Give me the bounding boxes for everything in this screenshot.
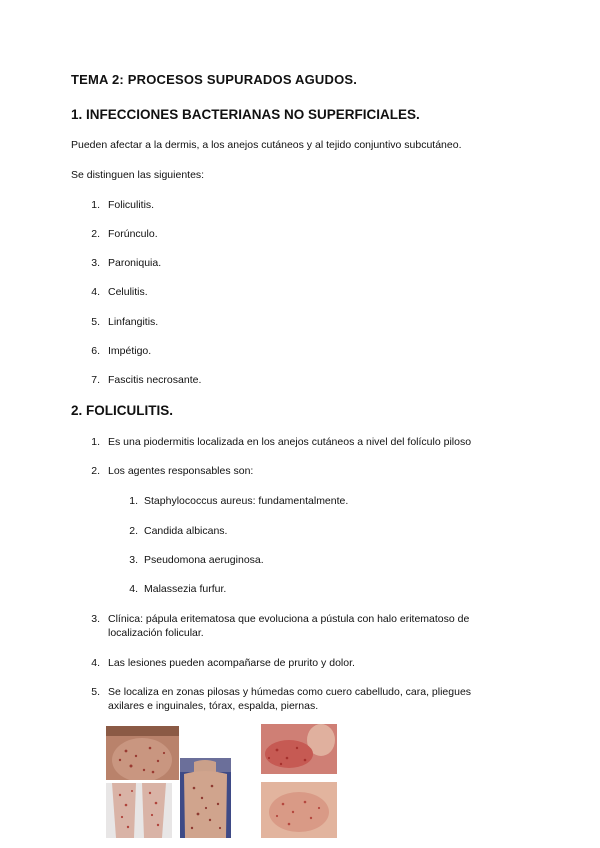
sub-list-item: 2. Candida albicans. xyxy=(129,525,228,537)
neck-folliculitis-photo xyxy=(261,724,337,774)
list-item: 5. Se localiza en zonas pilosas y húmedas como cuero cabelludo, cara, pliegues axilares e inguinales, tórax, espalda, piernas. xyxy=(91,686,472,712)
list-item: 4. Celulitis. xyxy=(91,286,148,298)
section-1-heading: 1. INFECCIONES BACTERIANAS NO SUPERFICIALES. xyxy=(71,107,420,122)
list-item: 4. Las lesiones pueden acompañarse de prurito y dolor. xyxy=(91,657,355,669)
list-item: 5. Linfangitis. xyxy=(91,316,159,328)
list-item: 2. Los agentes responsables son: xyxy=(91,465,254,477)
list-item: 1. Es una piodermitis localizada en los anejos cutáneos a nivel del folículo piloso xyxy=(91,436,472,448)
section-1-intro: Pueden afectar a la dermis, a los anejos cutáneos y al tejido conjuntivo subcutáneo. xyxy=(71,139,462,151)
list-item: 2. Forúnculo. xyxy=(91,228,158,240)
chest-folliculitis-photo xyxy=(106,726,179,780)
sub-list-item: 3. Pseudomona aeruginosa. xyxy=(129,554,264,566)
sub-list-item: 4. Malassezia furfur. xyxy=(129,583,227,595)
back-folliculitis-photo xyxy=(180,758,231,838)
legs-folliculitis-photo xyxy=(106,783,172,838)
list-item: 1. Foliculitis. xyxy=(91,199,155,211)
list-item: 3. Paroniquia. xyxy=(91,257,162,269)
list-item: 6. Impétigo. xyxy=(91,345,152,357)
list-item: 7. Fascitis necrosante. xyxy=(91,374,202,386)
list-item: 3. Clínica: pápula eritematosa que evoluciona a pústula con halo eritematoso de localización folicular. xyxy=(91,613,470,639)
document-title: TEMA 2: PROCESOS SUPURADOS AGUDOS. xyxy=(71,72,358,87)
beard-folliculitis-photo xyxy=(261,782,337,838)
sub-list-item: 1. Staphylococcus aureus: fundamentalmente. xyxy=(129,495,349,507)
section-2-heading: 2. FOLICULITIS. xyxy=(71,403,174,418)
section-1-lead: Se distinguen las siguientes: xyxy=(71,169,205,181)
